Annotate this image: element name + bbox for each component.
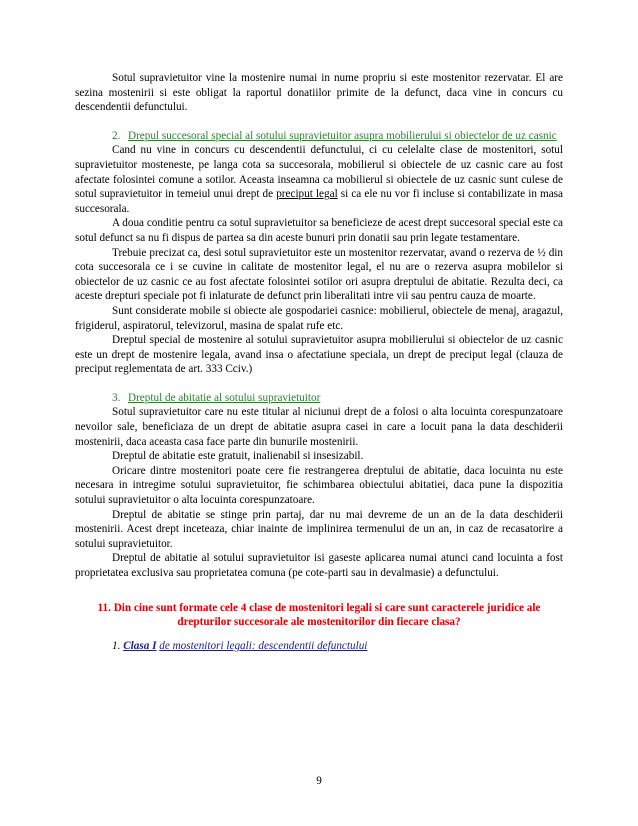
class-description: de mostenitori legali: descendentii defunctului xyxy=(159,639,368,652)
question-heading xyxy=(75,601,563,630)
paragraph: Dreptul special de mostenire al sotului supravietuitor asupra mobilierului si obiectelor de uz casnic este un drept de mostenire legala, avand insa o afectatiune speciala, un drept de preciput legal (clauza de preciput reglementata de art. 333 Cciv.) xyxy=(75,334,563,376)
text-run: si ca ele nu vor fi incluse si contabilizate in masa succesorala. xyxy=(75,188,564,215)
section-number: 2. xyxy=(112,129,121,142)
paragraph: Oricare dintre mostenitori poate cere fie restrangerea dreptului de abitatie, daca locuinta nu este necesara in intregime sotului supravietuitor, fie schimbarea obiectului abitatiei, daca pune la dispozitia sotului supravietuitor o alta locuinta corespunzatoare. xyxy=(75,464,563,507)
paragraph: Dreptul de abitatie se stinge prin partaj, dar nu mai devreme de un an de la data deschiderii mostenirii. Acest drept inceteaza, chiar inainte de implinirea termenului de un an, in caz de recasatorire a sotului supravietuitor. xyxy=(75,508,563,550)
paragraph: Trebuie precizat ca, desi sotul supravietuitor este un mostenitor rezervatar, avand o rezerva de ½ din cota succesorala ce i se cuvine in calitate de mostenitor legal, el nu are o rezerva asupra mobilelor si obiectelor de uz casnic ce au fost afectate folosintei sotilor ori asupra dreptului de abitatie. Rezulta deci, ca aceste drepturi speciale pot fi inlaturate de defunct prin liberalitati intre vii sau pentru cauza de moarte. xyxy=(75,246,563,303)
underlined-term: preciput legal xyxy=(276,188,338,201)
paragraph: Sunt considerate mobile si obiecte ale gospodariei casnice: mobilierul, obiectele de menaj, aragazul, frigiderul, aspiratorul, televizorul, masina de spalat rufe etc. xyxy=(75,304,563,332)
page-number: 9 xyxy=(316,775,322,787)
section-title: Drepul succesoral special al sotului supravietuitor asupra mobilierului si obiectelor de uz casnic xyxy=(128,129,557,142)
paragraph: Dreptul de abitatie este gratuit, inalienabil si insesizabil. xyxy=(112,450,364,463)
question-line-2: drepturilor succesorale ale mostenitorilor din fiecare clasa? xyxy=(177,616,461,629)
paragraph: Dreptul de abitatie al sotului supravietuitor isi gaseste aplicarea numai atunci cand locuinta a fost proprietatea exclusiva sau proprietatea comuna (pe cote-parti sau in devalmasie) a defunctului. xyxy=(75,552,563,579)
page-content xyxy=(75,71,563,653)
section-title: Dreptul de abitatie al sotului supravietuitor xyxy=(128,391,321,404)
class-number: 1. xyxy=(112,639,121,652)
class-label: Clasa I xyxy=(123,639,157,652)
paragraph: Sotul supravietuitor care nu este titular al niciunui drept de a folosi o alta locuinta corespunzatoare nevoilor sale, beneficiaza de un drept de abitatie asupra casei in care a locuit pana la data deschiderii mostenirii, daca aceasta casa face parte din bunurile mostenirii. xyxy=(75,406,563,448)
text-run: Cand nu vine in concurs cu descendentii defunctului, ci cu celelalte clase de mostenitori, sotul supravietuitor mosteneste, pe langa cota sa succesorala, mobilierul si obiectele de uz casnic care au fost afectate folosintei comune a sotilor. Aceasta inseamna ca mobilierul si obiectele de uz casnic sunt culese de sotul supravietuitor in temeiul unui drept de xyxy=(75,144,563,201)
section-heading-2 xyxy=(75,129,563,144)
paragraph: Sotul supravietuitor vine la mostenire numai in nume propriu si este mostenitor rezervatar. El are sezina mostenirii si este obligat la raportul donatiilor primite de la defunct, daca vine in concurs cu descendentii defunctului. xyxy=(75,72,563,114)
class-heading xyxy=(75,639,563,654)
section-heading-3 xyxy=(75,391,563,406)
paragraph xyxy=(75,143,563,216)
section-number: 3. xyxy=(112,391,121,404)
question-line-1: 11. Din cine sunt formate cele 4 clase de mostenitori legali si care sunt caracterele juridice ale xyxy=(97,601,541,614)
paragraph: A doua conditie pentru ca sotul supravietuitor sa beneficieze de acest drept succesoral special este ca sotul defunct sa nu fi dispus de partea sa din aceste bunuri prin donatii sau prin legate testamentare. xyxy=(75,217,563,244)
